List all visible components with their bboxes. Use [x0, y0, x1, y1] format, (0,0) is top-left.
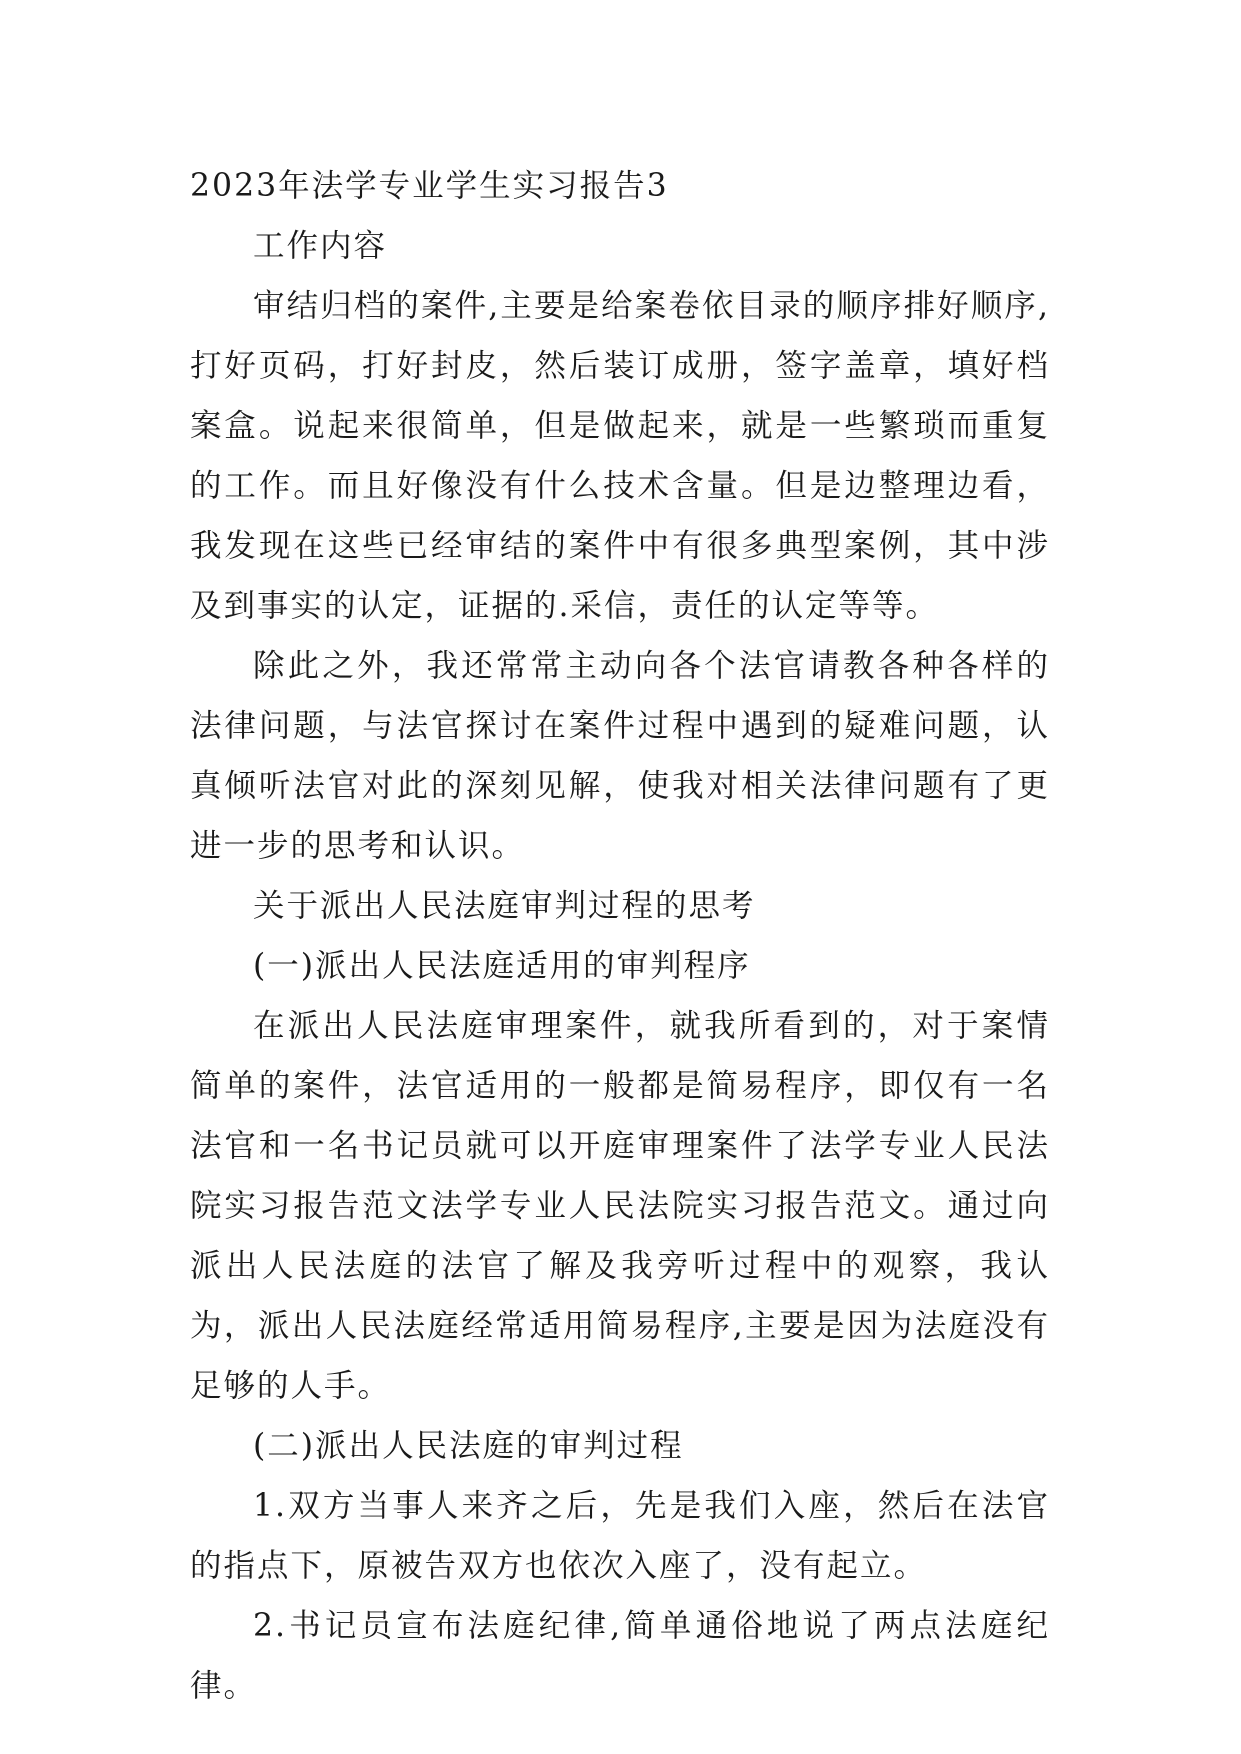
paragraph-step-1: 1.双方当事人来齐之后，先是我们入座，然后在法官的指点下，原被告双方也依次入座了，没有起立。 — [190, 1488, 1050, 1584]
paragraph-step-2: 2.书记员宣布法庭纪律,简单通俗地说了两点法庭纪律。 — [190, 1608, 1050, 1704]
document-title: 2023年法学专业学生实习报告3 — [190, 168, 669, 204]
section-heading-trial-thoughts: 关于派出人民法庭审判过程的思考 — [253, 888, 756, 924]
section-heading-work-content: 工作内容 — [253, 228, 388, 264]
subheading-trial-procedure: (一)派出人民法庭适用的审判程序 — [253, 948, 751, 984]
paragraph-consult-judges: 除此之外，我还常常主动向各个法官请教各种各样的法律问题，与法官探讨在案件过程中遇到的疑难问题，认真倾听法官对此的深刻见解，使我对相关法律问题有了更进一步的思考和认识。 — [190, 648, 1050, 864]
subheading-trial-process: (二)派出人民法庭的审判过程 — [253, 1428, 684, 1464]
paragraph-archiving: 审结归档的案件,主要是给案卷依目录的顺序排好顺序,打好页码，打好封皮，然后装订成册，签字盖章，填好档案盒。说起来很简单，但是做起来，就是一些繁琐而重复的工作。而且好像没有什么技术含量。但是边整理边看，我发现在这些已经审结的案件中有很多典型案例，其中涉及到事实的认定，证据的.采信，责任的认定等等。 — [190, 288, 1050, 624]
document-body — [190, 156, 1050, 1716]
paragraph-simple-procedure: 在派出人民法庭审理案件，就我所看到的，对于案情简单的案件，法官适用的一般都是简易程序，即仅有一名法官和一名书记员就可以开庭审理案件了法学专业人民法院实习报告范文法学专业人民法院实习报告范文。通过向派出人民法庭的法官了解及我旁听过程中的观察，我认为，派出人民法庭经常适用简易程序,主要是因为法庭没有足够的人手。 — [190, 1008, 1050, 1404]
